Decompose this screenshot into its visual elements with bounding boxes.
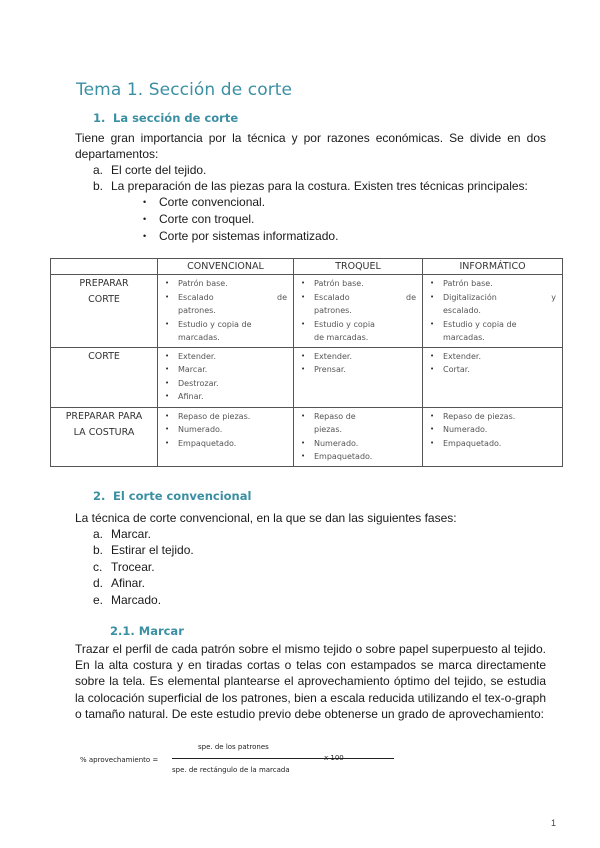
- list-item: b. La preparación de las piezas para la costura. Existen tres técnicas principales:: [93, 179, 528, 194]
- table-cell: • Extender. • Cortar.: [423, 347, 563, 407]
- page-title: Tema 1. Sección de corte: [76, 80, 293, 100]
- row-label: PREPARAR CORTE: [51, 275, 158, 348]
- row-label: CORTE: [51, 347, 158, 407]
- table-header-cell: INFORMÁTICO: [423, 259, 563, 275]
- list-item: d. Afinar.: [93, 576, 146, 591]
- table-cell: • Extender. • Marcar. • Destrozar. • Afinar.: [158, 347, 294, 407]
- section-2-1-paragraph: Trazar el perfil de cada patrón sobre el mismo tejido o sobre papel superpuesto al tejido. En la alta costura y en tiradas cortas o telas con estampados se marca directamente sobre la tela. Es elemental plantearse el aprovechamiento óptimo del tejido, se estudia la colocación superficial de los patrones, bien a escala reducida utilizando el tex-o-graph o tamaño natural. De este estudio previo debe obtenerse un grado de aprovechamiento:: [75, 642, 546, 721]
- section-1-number: 1.: [93, 111, 106, 125]
- table-cell: • Repaso de piezas. • Numerado. • Empaquetado.: [294, 407, 423, 466]
- section-2-number: 2.: [93, 489, 106, 503]
- list-item: • Corte convencional.: [143, 194, 338, 211]
- section-1-paragraph: Tiene gran importancia por la técnica y por razones económicas. Se divide en dos departamentos:: [75, 131, 546, 162]
- table-row: [51, 407, 563, 466]
- list-item: a. Marcar.: [93, 527, 152, 541]
- section-1-list: [93, 162, 553, 195]
- section-2-paragraph: La técnica de corte convencional, en la que se dan las siguientes fases:: [75, 511, 457, 525]
- table-cell: • Patrón base. • Escalado de patrones. • Estudio y copia de marcadas.: [158, 275, 294, 348]
- section-2-title: El corte convencional: [113, 489, 252, 503]
- table-header-cell: TROQUEL: [294, 259, 423, 275]
- section-1-title: La sección de corte: [113, 111, 239, 125]
- table-header-cell: CONVENCIONAL: [158, 259, 294, 275]
- section-1-heading: [93, 111, 238, 125]
- phases-list: [93, 526, 393, 608]
- list-item: a. El corte del tejido.: [93, 163, 207, 177]
- formula-denominator: spe. de rectángulo de la marcada: [172, 766, 290, 774]
- section-2-1-heading: 2.1. Marcar: [110, 624, 184, 638]
- list-item: • Corte por sistemas informatizado.: [143, 228, 338, 245]
- fraction-bar: [172, 758, 394, 759]
- table-header-cell: [51, 259, 158, 275]
- list-item: b. Estirar el tejido.: [93, 543, 194, 558]
- table-header-row: [51, 259, 563, 275]
- list-item: • Corte con troquel.: [143, 211, 338, 228]
- efficiency-formula: [80, 742, 360, 782]
- table-cell: • Patrón base. • Escalado de patrones. • Estudio y copia de marcadas.: [294, 275, 423, 348]
- table-cell: • Repaso de piezas. • Numerado. • Empaquetado.: [158, 407, 294, 466]
- page-number: 1: [550, 818, 556, 828]
- formula-label: % aprovechamiento =: [80, 756, 159, 764]
- formula-multiplier: x 100: [324, 754, 344, 762]
- list-item: c. Trocear.: [93, 559, 155, 574]
- list-item: e. Marcado.: [93, 592, 162, 607]
- table-cell: • Extender. • Prensar.: [294, 347, 423, 407]
- techniques-table: [50, 258, 563, 467]
- table-row: [51, 347, 563, 407]
- formula-numerator: spe. de los patrones: [198, 743, 269, 751]
- table-row: [51, 275, 563, 348]
- row-label: PREPARAR PARA LA COSTURA: [51, 407, 158, 466]
- section-2-heading: [93, 489, 251, 503]
- technique-bullets: [143, 194, 338, 245]
- table-cell: • Repaso de piezas. • Numerado. • Empaquetado.: [423, 407, 563, 466]
- table-cell: • Patrón base. • Digitalización y escalado. • Estudio y copia de marcadas.: [423, 275, 563, 348]
